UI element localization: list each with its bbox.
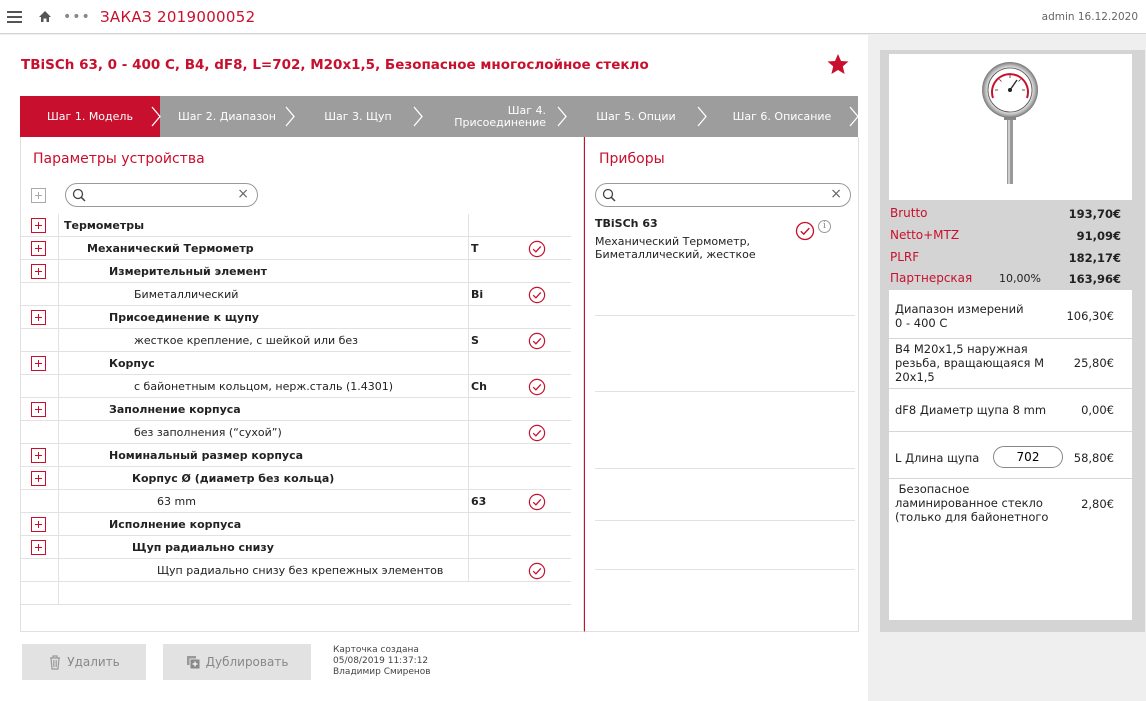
table-row[interactable] xyxy=(21,490,571,513)
parameter-label: Термометры xyxy=(64,219,145,232)
breakdown-row-diameter: dF8 Диаметр щупа 8 mm 0,00€ xyxy=(889,389,1132,432)
delete-button[interactable]: Удалить xyxy=(22,644,146,680)
parameter-label: Номинальный размер корпуса xyxy=(109,449,304,462)
expand-icon[interactable] xyxy=(31,264,46,279)
price-row-partner: Партнерская 10,00% 163,96€ xyxy=(890,271,1121,286)
parameter-label: Щуп радиально снизу xyxy=(132,541,274,554)
parameters-panel xyxy=(20,137,584,632)
chevron-right-icon xyxy=(848,106,860,127)
product-title: TBiSCh 63, 0 - 400 C, B4, dF8, L=702, M20x1,5, Безопасное многослойное стекло xyxy=(21,57,649,73)
price-breakdown xyxy=(889,290,1132,620)
table-row[interactable] xyxy=(21,237,571,260)
probe-length-input[interactable] xyxy=(993,446,1063,468)
table-row-empty xyxy=(21,582,571,605)
expand-icon[interactable] xyxy=(31,218,46,233)
check-circle-icon[interactable] xyxy=(528,332,546,350)
table-row[interactable] xyxy=(21,306,571,329)
check-circle-icon[interactable] xyxy=(528,493,546,511)
parameter-label: 63 mm xyxy=(157,495,196,508)
table-row[interactable] xyxy=(21,559,571,582)
table-row[interactable] xyxy=(21,467,571,490)
expand-icon[interactable] xyxy=(31,471,46,486)
menu-icon[interactable] xyxy=(7,11,22,23)
order-title: ЗАКАЗ 2019000052 xyxy=(100,8,256,26)
devices-search xyxy=(595,183,851,207)
device-name: TBiSCh 63 xyxy=(595,217,658,230)
check-circle-icon[interactable] xyxy=(528,240,546,258)
price-row-netto: Netto+MTZ 91,09€ xyxy=(890,228,1121,243)
clear-search-icon[interactable]: × xyxy=(830,186,842,202)
parameter-code: Ch xyxy=(471,380,487,393)
expand-icon[interactable] xyxy=(31,540,46,555)
thermometer-gauge-image xyxy=(889,54,1132,200)
wizard-steps xyxy=(20,96,858,137)
table-row[interactable] xyxy=(21,329,571,352)
expand-icon[interactable] xyxy=(31,241,46,256)
product-image xyxy=(889,54,1132,200)
table-row[interactable] xyxy=(21,421,571,444)
parameter-code: T xyxy=(471,242,479,255)
step-2-range[interactable]: Шаг 2. Диапазон xyxy=(160,96,294,137)
table-row[interactable] xyxy=(21,513,571,536)
breakdown-row-length: L Длина щупа 702 58,80€ xyxy=(889,432,1132,479)
parameter-code: 63 xyxy=(471,495,487,508)
check-circle-icon[interactable] xyxy=(528,378,546,396)
parameter-label: Биметаллический xyxy=(134,288,239,301)
step-4-connection[interactable]: Шаг 4. Присоединение xyxy=(422,96,566,137)
expand-icon[interactable] xyxy=(31,448,46,463)
table-row[interactable] xyxy=(21,214,571,237)
price-row-plrf: PLRF 182,17€ xyxy=(890,250,1121,265)
table-row[interactable] xyxy=(21,375,571,398)
parameter-label: Механический Термометр xyxy=(87,242,254,255)
parameter-label: без заполнения (“сухой”) xyxy=(134,426,282,439)
check-circle-icon[interactable] xyxy=(528,424,546,442)
search-icon xyxy=(602,188,616,202)
parameter-label: с байонетным кольцом, нерж.сталь (1.4301) xyxy=(134,380,394,393)
expand-icon[interactable] xyxy=(31,517,46,532)
info-icon[interactable]: i xyxy=(818,220,831,233)
device-description: Механический Термометр, Биметаллический, жесткое xyxy=(595,235,756,261)
breakdown-row-range: Диапазон измерений 0 - 400 С 106,30€ xyxy=(889,290,1132,339)
devices-search-input[interactable] xyxy=(622,187,762,203)
price-row-brutto: Brutto 193,70€ xyxy=(890,206,1121,221)
step-5-options[interactable]: Шаг 5. Опции xyxy=(566,96,706,137)
parameter-label: Корпус Ø (диаметр без кольца) xyxy=(132,472,335,485)
parameter-label: Исполнение корпуса xyxy=(109,518,242,531)
breakdown-row-glass: Безопасное ламинированное стекло (только для байонетного 2,80€ xyxy=(895,482,1114,524)
favorite-star-icon[interactable] xyxy=(826,53,850,75)
parameter-code: Bi xyxy=(471,288,484,301)
home-icon[interactable] xyxy=(38,10,52,23)
breakdown-row-thread: B4 M20x1,5 наружная резьба, вращающаяся М 20x1,5 25,80€ xyxy=(889,339,1132,389)
table-row[interactable] xyxy=(21,398,571,421)
expand-icon[interactable] xyxy=(31,402,46,417)
search-icon xyxy=(72,188,86,202)
parameters-search-input[interactable] xyxy=(92,187,232,203)
duplicate-button[interactable]: Дублировать xyxy=(163,644,311,680)
check-circle-icon[interactable] xyxy=(528,562,546,580)
parameter-code: S xyxy=(471,334,479,347)
parameters-search xyxy=(65,183,258,207)
clear-search-icon[interactable]: × xyxy=(237,186,249,202)
duplicate-icon xyxy=(186,655,201,670)
table-row[interactable] xyxy=(21,352,571,375)
step-1-model[interactable]: Шаг 1. Модель xyxy=(20,96,160,137)
step-3-probe[interactable]: Шаг 3. Щуп xyxy=(294,96,422,137)
top-bar xyxy=(0,0,1146,34)
table-row[interactable] xyxy=(21,444,571,467)
table-row[interactable] xyxy=(21,260,571,283)
parameter-label: Измерительный элемент xyxy=(109,265,268,278)
parameter-label: Корпус xyxy=(109,357,155,370)
expand-icon[interactable] xyxy=(31,310,46,325)
step-6-description[interactable]: Шаг 6. Описание xyxy=(706,96,858,137)
breadcrumb-more[interactable]: ••• xyxy=(63,9,91,25)
user-date: admin 16.12.2020 xyxy=(1041,11,1138,23)
devices-panel xyxy=(584,137,859,632)
check-circle-icon[interactable] xyxy=(528,286,546,304)
table-row[interactable] xyxy=(21,283,571,306)
devices-title: Приборы xyxy=(599,151,665,167)
expand-icon[interactable] xyxy=(31,356,46,371)
trash-icon xyxy=(48,654,62,670)
parameter-label: Заполнение корпуса xyxy=(109,403,241,416)
parameter-label: жесткое крепление, с шейкой или без xyxy=(134,334,359,347)
parameter-label: Щуп радиально снизу без крепежных элементов xyxy=(157,564,444,577)
table-row[interactable] xyxy=(21,536,571,559)
parameter-label: Присоединение к щупу xyxy=(109,311,259,324)
check-circle-icon[interactable] xyxy=(795,221,815,241)
parameters-title: Параметры устройства xyxy=(33,151,205,167)
card-created-info: Карточка создана 05/08/2019 11:37:12 Владимир Смиренов xyxy=(333,645,431,677)
expand-all-icon[interactable] xyxy=(31,188,46,203)
